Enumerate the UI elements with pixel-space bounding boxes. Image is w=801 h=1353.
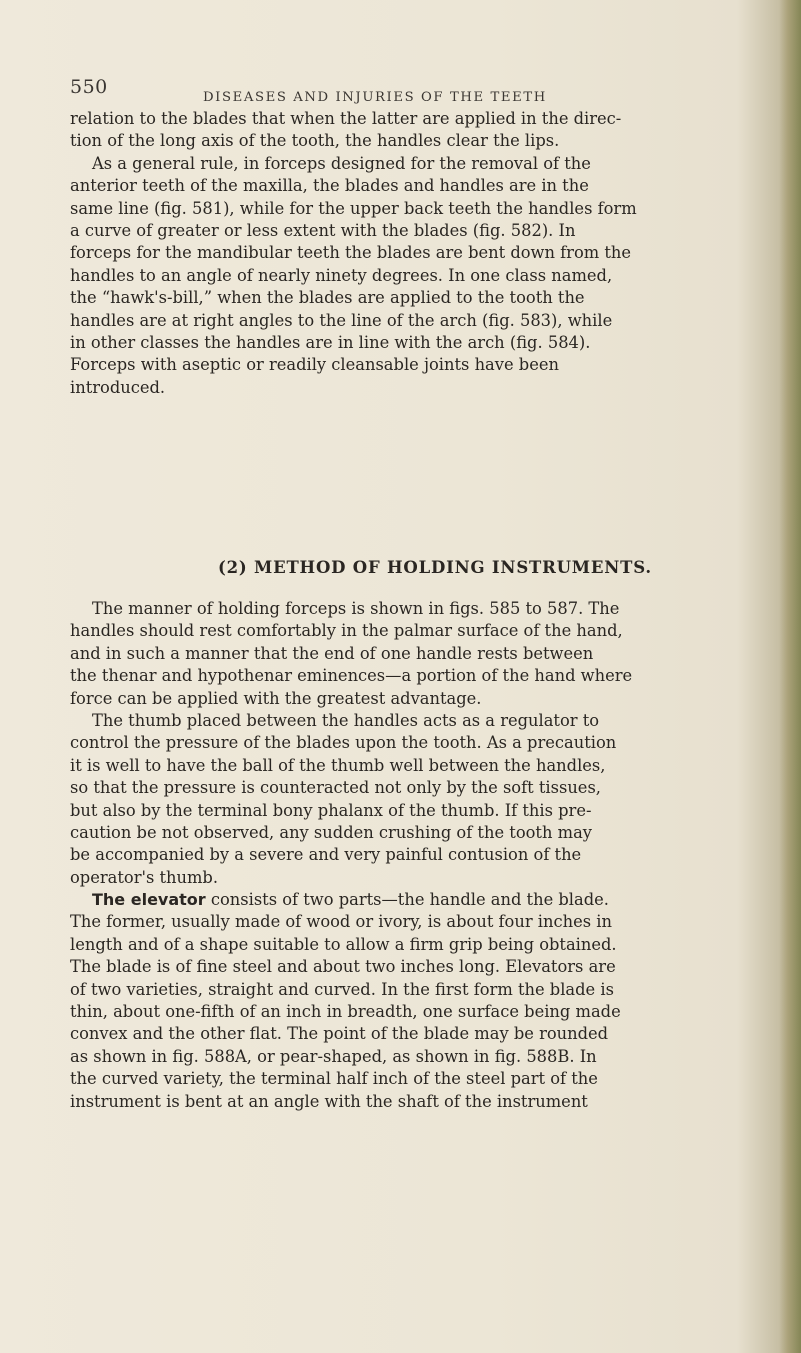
text-line xyxy=(70,889,744,911)
text-line: length and of a shape suitable to allow a firm grip being obtained. xyxy=(70,934,617,954)
text-line: handles should rest comfortably in the palmar surface of the hand, xyxy=(70,621,623,641)
text-line: the thenar and hypothenar eminences—a portion of the hand where xyxy=(70,666,633,686)
text-line: anterior teeth of the maxilla, the blades and handles are in the xyxy=(70,176,589,196)
paragraph-elevator xyxy=(70,911,744,1113)
text-line: in other classes the handles are in line with the arch (fig. 584). xyxy=(70,332,591,352)
text-line: the curved variety, the terminal half inch of the steel part of the xyxy=(70,1069,598,1089)
run-in-rest: consists of two parts—the handle and the blade. xyxy=(205,890,609,910)
page-edge xyxy=(779,0,801,1353)
running-head: DISEASES AND INJURIES OF THE TEETH xyxy=(203,90,547,105)
text-line: caution be not observed, any sudden crushing of the tooth may xyxy=(70,822,592,842)
text-line: The blade is of fine steel and about two inches long. Elevators are xyxy=(70,957,616,977)
section-1-text xyxy=(70,108,744,399)
text-line: Forceps with aseptic or readily cleansable joints have been xyxy=(70,355,559,375)
text-line: The manner of holding forceps is shown in figs. 585 to 587. The xyxy=(92,599,620,618)
text-line: operator's thumb. xyxy=(70,867,219,887)
text-line: of two varieties, straight and curved. In the first form the blade is xyxy=(70,979,614,999)
text-line: be accompanied by a severe and very painful contusion of the xyxy=(70,845,582,865)
text-line: and in such a manner that the end of one handle rests between xyxy=(70,643,594,663)
section-heading: (2) METHOD OF HOLDING INSTRUMENTS. xyxy=(218,558,652,577)
page-header xyxy=(70,76,710,112)
text-line: a curve of greater or less extent with the blades (fig. 582). In xyxy=(70,220,576,240)
text-line: The former, usually made of wood or ivory, is about four inches in xyxy=(70,912,612,932)
text-line: handles are at right angles to the line of the arch (fig. 583), while xyxy=(70,310,613,330)
text-line: forceps for the mandibular teeth the blades are bent down from the xyxy=(70,243,632,263)
text-line: so that the pressure is counteracted not only by the soft tissues, xyxy=(70,778,601,798)
run-in-heading: The elevator xyxy=(92,890,206,910)
section-2-text xyxy=(70,598,744,1113)
text-line: relation to the blades that when the latter are applied in the direc- xyxy=(70,109,622,128)
text-line: the “hawk's-bill,” when the blades are applied to the tooth the xyxy=(70,288,585,308)
text-line: The thumb placed between the handles acts as a regulator to xyxy=(92,710,600,730)
text-line: handles to an angle of nearly ninety degrees. In one class named, xyxy=(70,265,613,285)
text-line: but also by the terminal bony phalanx of the thumb. If this pre- xyxy=(70,800,592,820)
text-line: force can be applied with the greatest advantage. xyxy=(70,688,482,708)
text-line: as shown in fig. 588A, or pear-shaped, as shown in fig. 588B. In xyxy=(70,1046,597,1066)
text-line: As a general rule, in forceps designed for the removal of the xyxy=(92,153,591,173)
paragraphs-holding xyxy=(70,598,744,889)
text-line: tion of the long axis of the tooth, the handles clear the lips. xyxy=(70,131,560,151)
text-line: convex and the other flat. The point of the blade may be rounded xyxy=(70,1024,609,1044)
text-line: introduced. xyxy=(70,377,166,397)
text-line: instrument is bent at an angle with the shaft of the instrument xyxy=(70,1091,588,1111)
text-line: control the pressure of the blades upon the tooth. As a precaution xyxy=(70,733,617,753)
text-line: thin, about one-fifth of an inch in breadth, one surface being made xyxy=(70,1002,621,1022)
page-number: 550 xyxy=(70,76,108,98)
text-line: it is well to have the ball of the thumb well between the handles, xyxy=(70,755,606,775)
text-line: same line (fig. 581), while for the upper back teeth the handles form xyxy=(70,198,637,218)
